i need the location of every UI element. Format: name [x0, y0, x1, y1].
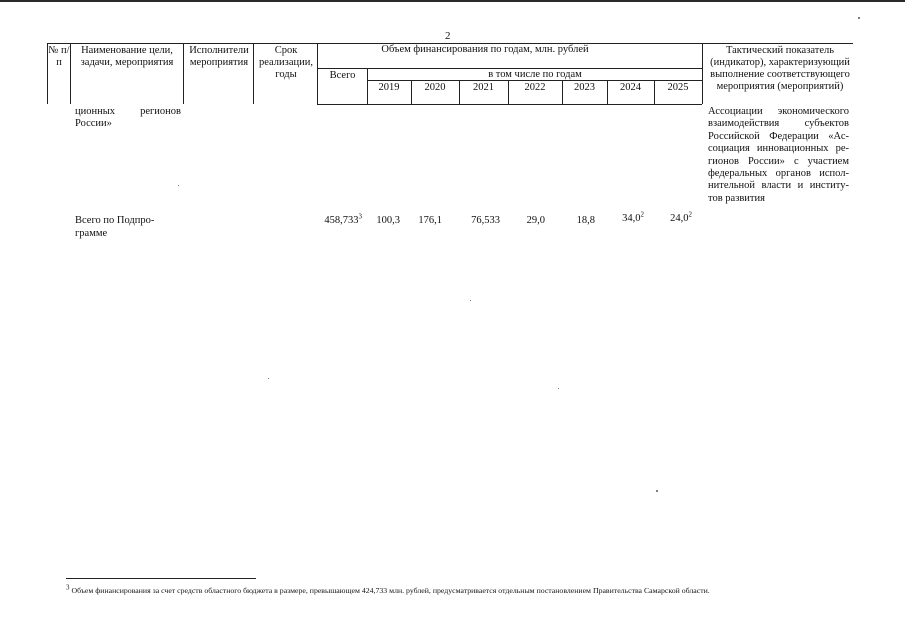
row-total-year-value: 100,3	[376, 215, 400, 226]
header-year: 2021	[473, 82, 494, 93]
row-total-year-value: 176,1	[418, 215, 442, 226]
row-total-name-line1: Всего по Подпро-	[75, 215, 155, 226]
indicator-line: федеральных органов испол-	[708, 168, 849, 180]
header-incl-years: в том числе по годам	[488, 69, 582, 80]
scan-speck	[858, 17, 860, 19]
row-continuation-name-line2: России»	[75, 118, 112, 129]
header-year: 2023	[574, 82, 595, 93]
header-funding: Объем финансирования по годам, млн. рублей	[381, 44, 589, 55]
page-number: 2	[445, 30, 451, 42]
row-continuation-indicator	[708, 106, 849, 205]
header-executors: Исполнители мероприятия	[189, 45, 249, 68]
row-total-sum: 458,733$^3$	[324, 212, 362, 226]
indicator-line: тов развития	[708, 192, 765, 204]
header-term: Срок реализации, годы	[259, 45, 313, 80]
header-year: 2019	[378, 82, 400, 93]
scan-top-border	[0, 0, 905, 2]
scan-speck	[178, 185, 179, 186]
header-name: Наименование цели, задачи, мероприятия	[80, 45, 174, 68]
row-total-year-value: 29,0	[526, 215, 545, 226]
indicator-line: Ассоциации экономического	[708, 106, 849, 117]
row-total-year-value: 18,8	[576, 215, 595, 226]
footnote-separator	[66, 578, 256, 579]
header-indicator: Тактический показатель (индикатор), характеризующий выполнение соответствующего мероприятия (мероприятий)	[710, 45, 850, 92]
footnote: $^3$ Объем финансирования за счет средств областного бюджета в размере, превышающем 424,733 млн. рублей, предусматривается отдельным постановлением Правительства Самарской области.	[66, 583, 710, 595]
header-year: 2024	[620, 82, 641, 93]
indicator-line: социация инновационных ре-	[708, 143, 849, 155]
header-year: 2025	[667, 82, 689, 93]
header-year: 2020	[424, 82, 446, 93]
row-total-year-value: 34,0$^2$	[622, 210, 644, 224]
scan-speck	[470, 300, 471, 301]
scan-speck	[558, 388, 559, 389]
indicator-line: Российской Федерации «Ас-	[708, 130, 849, 142]
scan-speck	[268, 378, 269, 379]
row-total-year-value: 76,533	[471, 215, 500, 226]
row-total-name-line2: грамме	[75, 228, 108, 239]
header-year: 2022	[524, 82, 546, 93]
indicator-line: взаимодействия субъектов	[708, 118, 849, 130]
scan-speck	[656, 490, 658, 492]
row-continuation-name-line1: ционных регионов	[75, 106, 181, 117]
row-total-year-value: 24,0$^2$	[670, 210, 692, 224]
header-no: № п/п	[48, 45, 70, 68]
indicator-line: гионов России» с участием	[708, 155, 849, 167]
header-total: Всего	[329, 70, 356, 81]
indicator-line: нительной власти и институ-	[708, 180, 849, 192]
